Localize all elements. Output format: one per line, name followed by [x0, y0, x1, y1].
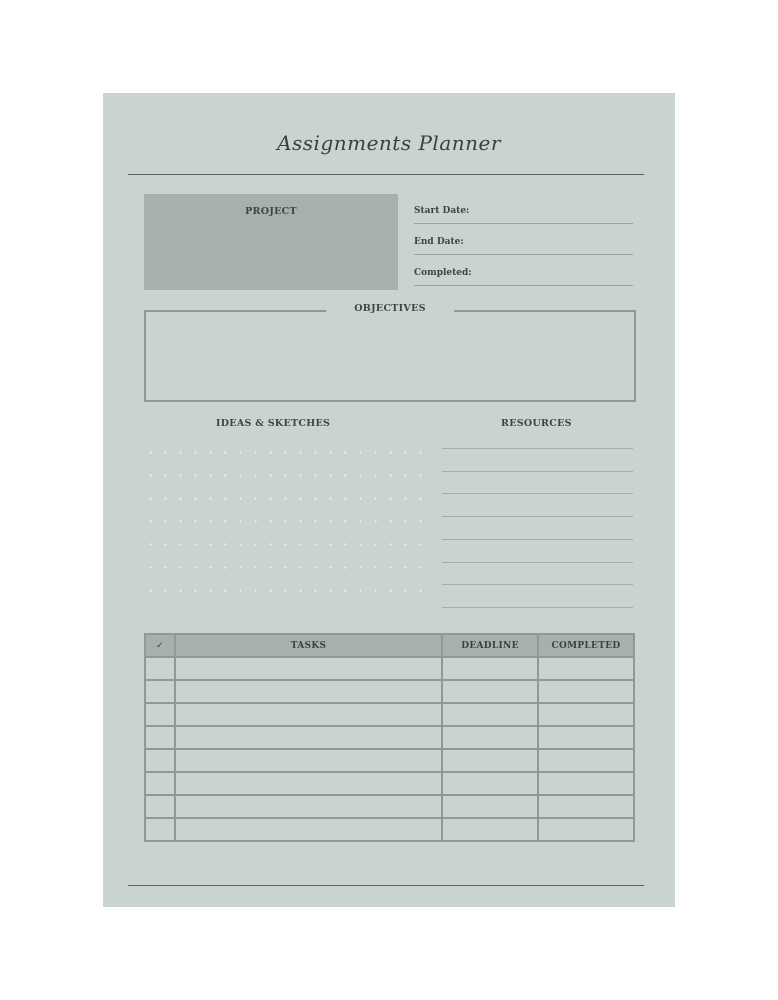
deadline-header: DEADLINE — [442, 634, 538, 657]
task-name-cell[interactable] — [175, 657, 442, 680]
task-checkbox-cell[interactable] — [145, 749, 175, 772]
task-checkbox-cell[interactable] — [145, 818, 175, 841]
resource-line[interactable] — [442, 584, 633, 585]
table-header-row — [145, 634, 634, 657]
completed-cell[interactable] — [538, 726, 634, 749]
title-divider — [128, 174, 644, 175]
resource-line[interactable] — [442, 539, 633, 540]
deadline-cell[interactable] — [442, 680, 538, 703]
table-row — [145, 795, 634, 818]
planner-page — [103, 93, 675, 907]
resource-line[interactable] — [442, 448, 633, 449]
resource-line[interactable] — [442, 562, 633, 563]
page-title: Assignments Planner — [277, 131, 501, 155]
ideas-sketches-label: IDEAS & SKETCHES — [216, 418, 331, 429]
task-name-cell[interactable] — [175, 703, 442, 726]
task-checkbox-cell[interactable] — [145, 726, 175, 749]
resource-line[interactable] — [442, 607, 633, 608]
table-row — [145, 772, 634, 795]
deadline-cell[interactable] — [442, 795, 538, 818]
deadline-cell[interactable] — [442, 703, 538, 726]
tasks-header: TASKS — [175, 634, 442, 657]
table-row — [145, 749, 634, 772]
completed-header: COMPLETED — [538, 634, 634, 657]
table-row — [145, 657, 634, 680]
bottom-divider — [128, 885, 644, 886]
end-date-label: End Date: — [414, 237, 464, 247]
project-box[interactable] — [144, 194, 398, 290]
task-name-cell[interactable] — [175, 795, 442, 818]
project-label: PROJECT — [245, 206, 297, 217]
checkmark-icon: ✓ — [145, 634, 175, 657]
table-row — [145, 726, 634, 749]
deadline-cell[interactable] — [442, 772, 538, 795]
resource-line[interactable] — [442, 493, 633, 494]
task-name-cell[interactable] — [175, 818, 442, 841]
task-checkbox-cell[interactable] — [145, 657, 175, 680]
start-date-field[interactable] — [414, 193, 633, 224]
table-row — [145, 818, 634, 841]
task-checkbox-cell[interactable] — [145, 680, 175, 703]
tasks-table — [144, 633, 635, 842]
deadline-cell[interactable] — [442, 726, 538, 749]
deadline-cell[interactable] — [442, 749, 538, 772]
completed-cell[interactable] — [538, 795, 634, 818]
task-name-cell[interactable] — [175, 680, 442, 703]
objectives-label: OBJECTIVES — [326, 303, 454, 314]
task-checkbox-cell[interactable] — [145, 703, 175, 726]
resources-label: RESOURCES — [501, 418, 572, 429]
completed-date-field[interactable] — [414, 255, 633, 286]
resource-line[interactable] — [442, 516, 633, 517]
start-date-label: Start Date: — [414, 206, 470, 216]
completed-cell[interactable] — [538, 657, 634, 680]
task-name-cell[interactable] — [175, 749, 442, 772]
task-checkbox-cell[interactable] — [145, 772, 175, 795]
task-name-cell[interactable] — [175, 726, 442, 749]
completed-cell[interactable] — [538, 772, 634, 795]
task-checkbox-cell[interactable] — [145, 795, 175, 818]
completed-date-label: Completed: — [414, 268, 472, 278]
completed-cell[interactable] — [538, 749, 634, 772]
objectives-box[interactable] — [144, 303, 636, 402]
deadline-cell[interactable] — [442, 818, 538, 841]
completed-cell[interactable] — [538, 818, 634, 841]
table-row — [145, 703, 634, 726]
table-row — [145, 680, 634, 703]
end-date-field[interactable] — [414, 224, 633, 255]
resource-line[interactable] — [442, 471, 633, 472]
task-name-cell[interactable] — [175, 772, 442, 795]
completed-cell[interactable] — [538, 680, 634, 703]
deadline-cell[interactable] — [442, 657, 538, 680]
completed-cell[interactable] — [538, 703, 634, 726]
dot-grid-sketch-area[interactable] — [143, 441, 429, 611]
